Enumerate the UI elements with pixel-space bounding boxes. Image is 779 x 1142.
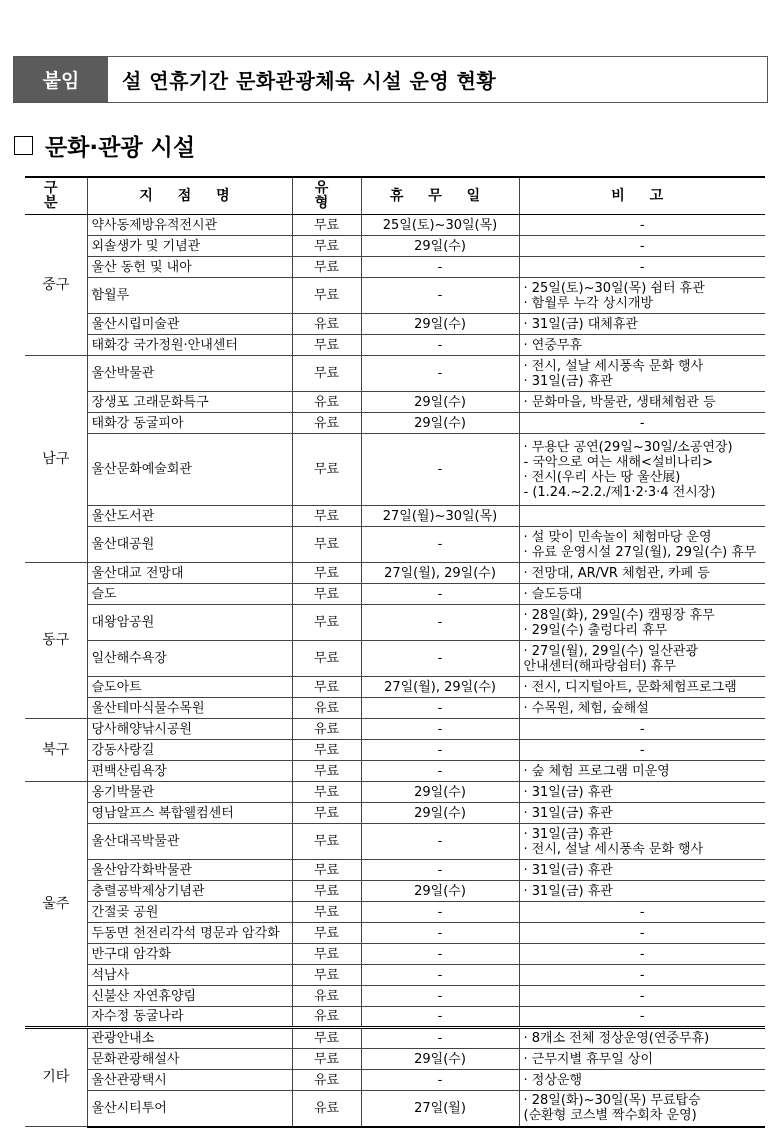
- table-row: [25, 902, 765, 923]
- table-row: [25, 356, 765, 392]
- closed-days: -: [361, 698, 519, 719]
- note: -: [519, 902, 765, 923]
- note: -: [519, 257, 765, 278]
- closed-days: -: [361, 965, 519, 986]
- note: -: [519, 944, 765, 965]
- note: -: [519, 965, 765, 986]
- table-row: [25, 506, 765, 527]
- facility-name: 편백산림욕장: [87, 761, 292, 782]
- table-row: [25, 965, 765, 986]
- facility-name: 울산시립미술관: [87, 314, 292, 335]
- facility-name: 태화강 국가정원·안내센터: [87, 335, 292, 356]
- table-row: [25, 1007, 765, 1028]
- closed-days: -: [361, 860, 519, 881]
- table-row: [25, 740, 765, 761]
- closed-days: -: [361, 761, 519, 782]
- table-row: [25, 698, 765, 719]
- note: · 정상운행: [519, 1070, 765, 1091]
- table-row: [25, 584, 765, 605]
- note: · 근무지별 휴무일 상이: [519, 1049, 765, 1070]
- closed-days: -: [361, 1070, 519, 1091]
- fee-type: 무료: [292, 215, 361, 236]
- table-row: [25, 278, 765, 314]
- fee-type: 무료: [292, 782, 361, 803]
- fee-type: 무료: [292, 506, 361, 527]
- facility-name: 울산도서관: [87, 506, 292, 527]
- facility-name: 신불산 자연휴양림: [87, 986, 292, 1007]
- note: -: [519, 740, 765, 761]
- fee-type: 무료: [292, 563, 361, 584]
- fee-type: 유료: [292, 986, 361, 1007]
- header-category: 구 분: [25, 177, 87, 215]
- district-cell: 남구: [25, 356, 87, 563]
- closed-days: -: [361, 257, 519, 278]
- table-row: [25, 986, 765, 1007]
- table-row: [25, 605, 765, 641]
- note: · 27일(월), 29일(수) 일산관광 안내센터(해파랑쉼터) 휴무: [519, 641, 765, 677]
- fee-type: 무료: [292, 434, 361, 506]
- table-row: [25, 236, 765, 257]
- closed-days: -: [361, 1028, 519, 1049]
- fee-type: 유료: [292, 1070, 361, 1091]
- header-closed: 휴 무 일: [361, 177, 519, 215]
- closed-days: -: [361, 527, 519, 563]
- closed-days: -: [361, 923, 519, 944]
- closed-days: 29일(수): [361, 392, 519, 413]
- facility-name: 당사해양낚시공원: [87, 719, 292, 740]
- table-row: [25, 563, 765, 584]
- closed-days: -: [361, 434, 519, 506]
- note: · 전시, 설날 세시풍속 문화 행사 · 31일(금) 휴관: [519, 356, 765, 392]
- closed-days: -: [361, 719, 519, 740]
- header-name: 지 점 명: [87, 177, 292, 215]
- closed-days: 29일(수): [361, 881, 519, 902]
- fee-type: 무료: [292, 824, 361, 860]
- facility-name: 울산대곡박물관: [87, 824, 292, 860]
- closed-days: -: [361, 740, 519, 761]
- note: -: [519, 923, 765, 944]
- note: [519, 506, 765, 527]
- fee-type: 무료: [292, 944, 361, 965]
- table-row: [25, 824, 765, 860]
- table-row: [25, 677, 765, 698]
- fee-type: 무료: [292, 740, 361, 761]
- note: -: [519, 719, 765, 740]
- facility-name: 함월루: [87, 278, 292, 314]
- note: · 슬도등대: [519, 584, 765, 605]
- fee-type: 무료: [292, 356, 361, 392]
- fee-type: 무료: [292, 584, 361, 605]
- fee-type: 무료: [292, 965, 361, 986]
- note: · 31일(금) 휴관: [519, 881, 765, 902]
- closed-days: 27일(월): [361, 1091, 519, 1127]
- facility-name: 충렬공박제상기념관: [87, 881, 292, 902]
- closed-days: 29일(수): [361, 782, 519, 803]
- table-row: [25, 803, 765, 824]
- fee-type: 무료: [292, 605, 361, 641]
- facility-name: 외솔생가 및 기념관: [87, 236, 292, 257]
- facility-table: [25, 176, 765, 1128]
- table-row: [25, 527, 765, 563]
- note: -: [519, 236, 765, 257]
- fee-type: 무료: [292, 881, 361, 902]
- closed-days: -: [361, 944, 519, 965]
- note: · 무용단 공연(29일~30일/소공연장) - 국악으로 여는 새해<설비나리> · 전시(우리 사는 땅 울산展) - (1.24.~2.2./제1·2·3·4 전시장): [519, 434, 765, 506]
- facility-name: 자수정 동굴나라: [87, 1007, 292, 1028]
- fee-type: 무료: [292, 761, 361, 782]
- note: -: [519, 215, 765, 236]
- note: · 8개소 전체 정상운영(연중무휴): [519, 1028, 765, 1049]
- fee-type: 유료: [292, 1091, 361, 1127]
- fee-type: 무료: [292, 902, 361, 923]
- table-row: [25, 335, 765, 356]
- facility-name: 울산박물관: [87, 356, 292, 392]
- closed-days: 29일(수): [361, 1049, 519, 1070]
- facility-name: 울산관광택시: [87, 1070, 292, 1091]
- closed-days: -: [361, 278, 519, 314]
- facility-name: 간절곶 공원: [87, 902, 292, 923]
- closed-days: -: [361, 335, 519, 356]
- facility-name: 태화강 동굴피아: [87, 413, 292, 434]
- facility-name: 대왕암공원: [87, 605, 292, 641]
- note: · 수목원, 체험, 숲해설: [519, 698, 765, 719]
- note: · 31일(금) 휴관: [519, 782, 765, 803]
- table-row: [25, 881, 765, 902]
- closed-days: -: [361, 824, 519, 860]
- fee-type: 무료: [292, 1028, 361, 1049]
- note: -: [519, 413, 765, 434]
- fee-type: 유료: [292, 392, 361, 413]
- facility-name: 강동사랑길: [87, 740, 292, 761]
- facility-name: 반구대 암각화: [87, 944, 292, 965]
- fee-type: 무료: [292, 641, 361, 677]
- closed-days: 29일(수): [361, 413, 519, 434]
- fee-type: 유료: [292, 314, 361, 335]
- attachment-tag: 붙임: [14, 57, 108, 102]
- table-row: [25, 392, 765, 413]
- fee-type: 유료: [292, 719, 361, 740]
- facility-name: 울산시티투어: [87, 1091, 292, 1127]
- note: · 25일(토)~30일(목) 쉼터 휴관 · 함월루 누각 상시개방: [519, 278, 765, 314]
- fee-type: 무료: [292, 257, 361, 278]
- note: · 문화마을, 박물관, 생태체험관 등: [519, 392, 765, 413]
- district-cell: 동구: [25, 563, 87, 719]
- document-title: 설 연휴기간 문화관광체육 시설 운영 현황: [122, 69, 497, 93]
- closed-days: -: [361, 1007, 519, 1028]
- note: · 28일(화), 29일(수) 캠핑장 휴무 · 29일(수) 출렁다리 휴무: [519, 605, 765, 641]
- fee-type: 무료: [292, 677, 361, 698]
- table-row: [25, 1049, 765, 1070]
- note: · 28일(화)~30일(목) 무료탑승 (순환형 코스별 짝수회차 운영): [519, 1091, 765, 1127]
- closed-days: 29일(수): [361, 314, 519, 335]
- district-cell: 중구: [25, 215, 87, 356]
- facility-name: 울산테마식물수목원: [87, 698, 292, 719]
- facility-name: 영남알프스 복합웰컴센터: [87, 803, 292, 824]
- note: · 전시, 디지털아트, 문화체험프로그램: [519, 677, 765, 698]
- table-row: [25, 434, 765, 506]
- note: · 설 맞이 민속놀이 체험마당 운영 · 유료 운영시설 27일(월), 29일(수) 휴무: [519, 527, 765, 563]
- table-row: [25, 1070, 765, 1091]
- closed-days: -: [361, 902, 519, 923]
- note: · 전망대, AR/VR 체험관, 카페 등: [519, 563, 765, 584]
- district-cell: 울주: [25, 782, 87, 1028]
- facility-name: 슬도: [87, 584, 292, 605]
- fee-type: 유료: [292, 1007, 361, 1028]
- facility-name: 울산암각화박물관: [87, 860, 292, 881]
- table-header-row: [25, 177, 765, 215]
- district-cell: 기타: [25, 1028, 87, 1127]
- fee-type: 무료: [292, 335, 361, 356]
- facility-name: 장생포 고래문화특구: [87, 392, 292, 413]
- header-note: 비 고: [519, 177, 765, 215]
- section-heading: [14, 129, 195, 162]
- table-row: [25, 314, 765, 335]
- note: · 31일(금) 휴관 · 전시, 설날 세시풍속 문화 행사: [519, 824, 765, 860]
- table-row: [25, 923, 765, 944]
- closed-days: 29일(수): [361, 236, 519, 257]
- facility-name: 관광안내소: [87, 1028, 292, 1049]
- closed-days: -: [361, 584, 519, 605]
- district-cell: 북구: [25, 719, 87, 782]
- closed-days: -: [361, 986, 519, 1007]
- fee-type: 무료: [292, 923, 361, 944]
- facility-name: 울산대교 전망대: [87, 563, 292, 584]
- fee-type: 유료: [292, 698, 361, 719]
- fee-type: 무료: [292, 1049, 361, 1070]
- closed-days: -: [361, 605, 519, 641]
- closed-days: 27일(월), 29일(수): [361, 677, 519, 698]
- facility-name: 문화관광해설사: [87, 1049, 292, 1070]
- table-row: [25, 719, 765, 740]
- table-row: [25, 413, 765, 434]
- facility-name: 석남사: [87, 965, 292, 986]
- fee-type: 무료: [292, 278, 361, 314]
- fee-type: 무료: [292, 236, 361, 257]
- fee-type: 무료: [292, 527, 361, 563]
- table-row: [25, 860, 765, 881]
- closed-days: 27일(월)~30일(목): [361, 506, 519, 527]
- note: · 연중무휴: [519, 335, 765, 356]
- facility-name: 울산대공원: [87, 527, 292, 563]
- note: · 31일(금) 대체휴관: [519, 314, 765, 335]
- note: -: [519, 986, 765, 1007]
- table-row: [25, 215, 765, 236]
- note: · 숲 체험 프로그램 미운영: [519, 761, 765, 782]
- table-row: [25, 641, 765, 677]
- table-row: [25, 257, 765, 278]
- fee-type: 무료: [292, 803, 361, 824]
- header-type: 유 형: [292, 177, 361, 215]
- closed-days: 29일(수): [361, 803, 519, 824]
- note: · 31일(금) 휴관: [519, 803, 765, 824]
- fee-type: 유료: [292, 413, 361, 434]
- section-title: 문화·관광 시설: [45, 135, 196, 161]
- closed-days: -: [361, 356, 519, 392]
- facility-name: 두동면 천전리각석 명문과 암각화: [87, 923, 292, 944]
- table-row: [25, 761, 765, 782]
- fee-type: 무료: [292, 860, 361, 881]
- note: · 31일(금) 휴관: [519, 860, 765, 881]
- closed-days: 25일(토)~30일(목): [361, 215, 519, 236]
- facility-name: 약사동제방유적전시관: [87, 215, 292, 236]
- closed-days: 27일(월), 29일(수): [361, 563, 519, 584]
- table-row: [25, 782, 765, 803]
- checkbox-empty-icon: [14, 136, 33, 155]
- attachment-header: [13, 56, 768, 103]
- closed-days: -: [361, 641, 519, 677]
- facility-name: 옹기박물관: [87, 782, 292, 803]
- table-row: [25, 944, 765, 965]
- table-row: [25, 1028, 765, 1049]
- facility-name: 울산 동헌 및 내아: [87, 257, 292, 278]
- facility-name: 일산해수욕장: [87, 641, 292, 677]
- facility-name: 슬도아트: [87, 677, 292, 698]
- table-row: [25, 1091, 765, 1127]
- note: -: [519, 1007, 765, 1028]
- facility-name: 울산문화예술회관: [87, 434, 292, 506]
